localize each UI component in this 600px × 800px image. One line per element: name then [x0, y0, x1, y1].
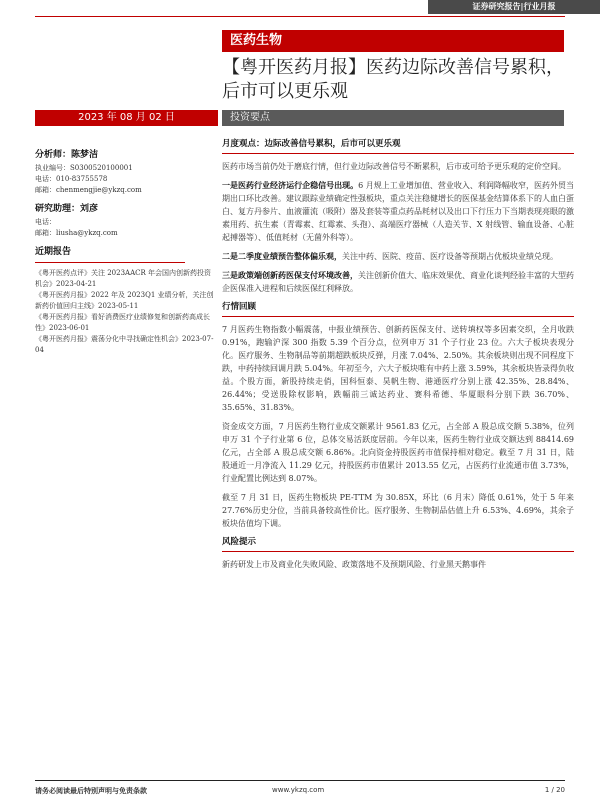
review-heading: 行情回顾	[222, 301, 574, 317]
recent-report-item[interactable]: 《粤开医药点评》关注 2023AACR 年会国内创新药投资机会》2023-04-21	[35, 269, 212, 288]
point-three-lead: 三是政策端创新药医保支付环境改善，	[222, 270, 358, 280]
risk-heading: 风险提示	[222, 536, 574, 552]
point-one-lead: 一是医药行业经济运行企稳信号出现。	[222, 180, 359, 190]
footer-disclaimer: 请务必阅读最后特别声明与免责条款	[35, 787, 147, 795]
point-two	[222, 250, 574, 263]
sector-banner: 医药生物	[222, 30, 564, 52]
page-number: 1 / 20	[544, 786, 565, 794]
point-one	[222, 179, 574, 244]
point-three-body: 关注创新价值大、临床效果优、商业化谈判经验丰富的大型药企医保准入进程和后续医保红利释放。	[222, 271, 574, 293]
analyst-name: 分析师：陈梦洁	[35, 150, 99, 160]
sidebar	[35, 150, 215, 356]
recent-reports-divider	[35, 262, 185, 263]
header-divider	[35, 16, 565, 17]
valuation-paragraph: 截至 7 月 31 日，医药生物板块 PE-TTM 为 30.85X，环比（6 月末）降低 0.61%，处于 5 年来 27.76%历史分位，当前具备较高性价比。医疗服务、生物制品估值上升 6.53%、4.69%，其余子板块估值均下调。	[222, 493, 574, 528]
assistant-name: 研究助理：刘彦	[35, 204, 99, 214]
review-paragraph: 7 月医药生物指数小幅震荡，中报业绩预告、创新药医保支付、送转填权等多因素交织，全月收跌 0.91%，跑输沪深 300 指数 5.39 个百分点，位列申万 31 个子行业 23 位。六大子板块表现分化。医疗服务、生物制品等前期超跌板块反弹，月涨 7.04%、2.50%。其余板块则出现不同程度下跌，中药持续回调月跌 5.04%。年初至今，六大子板块唯有中药上涨 3.59%，其余板块皆录得负收益。个股方面，新股持续走俏，国科恒泰、昊帆生物、港通医疗分别上涨 42.35%、28.84%、26.44%；受送股除权影响，跌幅前三诚达药业、赛科希德、华厦眼科分别下跌 36.70%、35.65%、31.83%。	[222, 325, 574, 412]
recent-report-item[interactable]: 《粤开医药月报》看好消费医疗业绩修复和创新药高成长性》2023-06-01	[35, 313, 210, 332]
summary-paragraph: 医药市场当前仍处于磨底行情，但行业边际改善信号不断累积，后市或可给予更乐观的定价空间。	[222, 162, 566, 171]
main-content	[222, 138, 574, 577]
report-title: 【粤开医药月报】医药边际改善信号累积，后市可以更乐观	[222, 57, 564, 102]
point-two-body: 关注中药、医院、疫苗、医疗设备等预期占优板块业绩兑现。	[342, 252, 558, 261]
footer-website[interactable]: www.ykzq.com	[272, 786, 325, 794]
point-one-body: 6 月规上工业增加值、营业收入、利润降幅收窄，医药外贸当期出口环比改善。建议跟踪业绩确定性强板块，重点关注稳健增长的医保基金结算体系下的人血白蛋白、复方丹参片、血液灌流（吸附）器及套装等重点药品耗材以及出口下行压力下当期表现亮眼的激素用药、抗生素（青霉素、红霉素、头孢）、高端医疗器械（人造关节、X 射线管、输血设备、心脏起搏器等）、低值耗材（无菌外科等）。	[222, 181, 574, 242]
assistant-email: 邮箱：liusha@ykzq.com	[35, 229, 118, 237]
analyst-email: 邮箱：chenmengjie@ykzq.com	[35, 186, 142, 194]
analyst-cert: 执业编号：S0300520100001	[35, 164, 133, 172]
funds-paragraph: 资金成交方面，7 月医药生物行业成交额累计 9561.83 亿元，占全部 A 股总成交额 5.38%，位列申万 31 个子行业第 6 位，总体交易活跃度居前。今年以来，医药生物行业成交额达到 88414.69 亿元，占全部 A 股总成交额 6.86%。北向资金持股医药市值保持相对稳定。截至 7 月 31 日，陆股通近一月净流入 11.29 亿元，持股医药市值累计 2013.55 亿元，占医药行业流通市值 3.73%，行业配置比例达到 8.07%。	[222, 422, 574, 483]
recent-report-item[interactable]: 《粤开医药月报》震荡分化中寻找确定性机会》2023-07-04	[35, 335, 214, 354]
analyst-phone: 电话：010-83755578	[35, 175, 108, 183]
assistant-phone: 电话：	[35, 218, 56, 226]
summary-heading: 月度观点：边际改善信号累积，后市可以更乐观	[222, 138, 574, 154]
report-type-tag: 证券研究报告|行业月报	[428, 0, 600, 14]
recent-report-item[interactable]: 《粤开医药月报》2022 年及 2023Q1 业绩分析，关注创新药价值回归主线》2023-05-11	[35, 291, 214, 310]
point-two-lead: 二是二季度业绩预告整体偏乐观，	[222, 251, 342, 261]
footer-divider	[35, 780, 565, 781]
risk-paragraph: 新药研发上市及商业化失败风险、政策落地不及预期风险、行业黑天鹅事件	[222, 560, 486, 569]
report-date: 2023 年 08 月 02 日	[35, 110, 218, 126]
investment-points-bar: 投资要点	[222, 110, 564, 126]
recent-reports-heading: 近期报告	[35, 247, 72, 257]
point-three	[222, 269, 574, 295]
